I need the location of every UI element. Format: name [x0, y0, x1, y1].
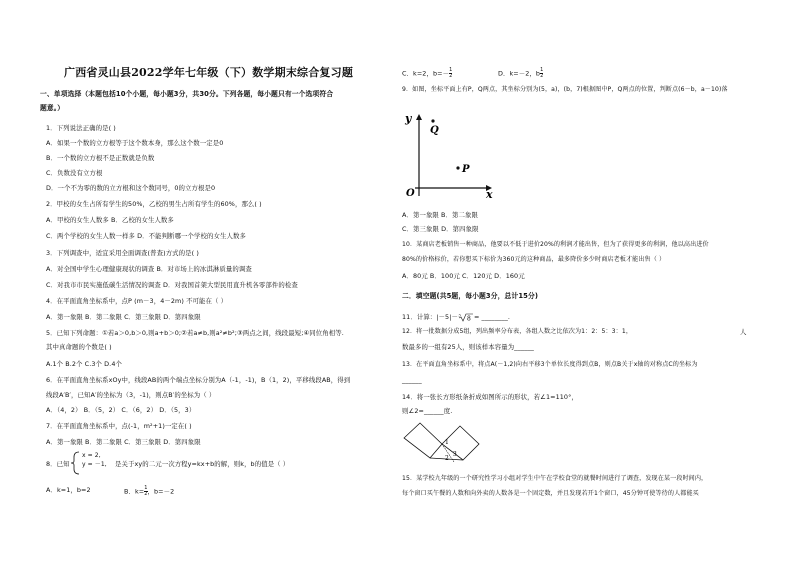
point-p-label: P — [462, 164, 470, 175]
q12-stem-cont: 数最多的一组有25人，则该样本容量为______ — [402, 343, 534, 351]
q11-cube-root — [458, 313, 474, 321]
q8-choice-d-text: D．k=－2，b — [498, 69, 541, 78]
svg-text:8: 8 — [466, 315, 471, 322]
q2-choices-cd: C．两个学校的女生人数一样多 D．不能判断哪一个学校的女生人数多 — [46, 232, 246, 240]
q7-stem: 7．在平面直角坐标系中，点(-1，m²+1)一定在( ) — [46, 422, 192, 430]
section-1-heading: 一、单项选择（本题包括10个小题，每小题3分，共30分。下列各题，每小题只有一个选项符合 — [40, 90, 334, 98]
section-1-heading-cont: 题意。） — [40, 104, 65, 112]
q11-answer-blank: = ________. — [473, 313, 511, 321]
svg-text:3: 3 — [458, 313, 461, 318]
q1-choice-a: A．如果一个数的立方根等于这个数本身，那么这个数一定是0 — [46, 139, 224, 147]
q8-prefix: 8．已知 — [46, 460, 70, 468]
q8-c-fraction — [449, 68, 452, 79]
q9-stem: 9．如图，坐标平面上有P，Q两点，其坐标分别为(5，a)，(b，7)根据图中P，Q两点的位置，判断点(6－b，a－10)落 — [402, 86, 728, 93]
q8-fraction-num: 1 — [144, 485, 148, 491]
q5-stem: 5．已知下列命题：①若a＞0,b＞0,则a+b＞0;②若a≠b,则a²≠b²;③两点之间，线段最短;④同位角相等. — [46, 329, 344, 337]
cube-root-icon — [458, 313, 474, 322]
q4-choices: A．第一象限 B．第二象限 C．第三象限 D．第四象限 — [46, 313, 201, 321]
q1-stem: 1．下列说法正确的是( ) — [46, 124, 116, 132]
q8-c-fraction-den: 2 — [449, 73, 453, 79]
q8-d-fraction — [540, 68, 543, 79]
q4-stem: 4．在平面直角坐标系中，点P (m－3，4－2m) 不可能在（ ） — [46, 297, 228, 305]
q6-stem-cont: 线段A′B′，已知A′的坐标为（3，-1)，则点B′的坐标为（ ） — [46, 391, 216, 399]
q8-system-line-1: x = 2, — [82, 452, 101, 459]
q8-c-fraction-num: 1 — [449, 67, 453, 73]
q8-choice-c-text: C．k=2，b=－ — [402, 69, 450, 78]
q15-stem-cont: 每个窗口买午餐的人数和向外卖的人数各是一个固定数，并且发现若开1个窗口，45分钟可使等待的人都能买 — [402, 490, 699, 497]
q3-stem: 3．下列调查中，适宜采用全面调查(普查)方式的是( ) — [46, 249, 199, 257]
q5-choices: A.1个 B.2个 C.3个 D.4个 — [46, 360, 122, 368]
y-axis-arrow-icon — [416, 114, 422, 120]
q8-d-fraction-num: 1 — [540, 67, 544, 73]
q10-stem-cont: 80%的价格标价，若你想买下标价为360元的这种商品，最多降价多少时商店老板才能出售（ ） — [402, 256, 666, 263]
q10-choices: A．80元 B．100元 C．120元 D．160元 — [402, 272, 525, 280]
q9-coordinate-graph — [402, 108, 502, 200]
q3-choices-cd: C．对我市市民实施低碳生活情况的调查 D．对我国首架大型民用直升机各零部件的检查 — [46, 281, 298, 289]
q10-stem: 10．某商店老板销售一种商品，他要以不低于进价20%的利润才能出售，但为了获得更多的利润，他以高出进价 — [402, 241, 709, 248]
x-axis-label: x — [486, 188, 493, 200]
q14-stem-cont: 则∠2=______度. — [402, 407, 453, 415]
q8-choice-d — [498, 68, 543, 79]
strip-left-section — [404, 423, 442, 458]
origin-label: O — [406, 188, 415, 199]
q8-stem: 是关于xy的二元一次方程y=kx+b的解，则k，b的值是（ ） — [115, 460, 290, 468]
q9-choices-cd: C．第三象限 D．第四象限 — [402, 225, 479, 233]
right-column — [402, 0, 757, 562]
q12-trailing: 人 — [740, 328, 747, 336]
q8-choice-b — [124, 486, 174, 497]
q2-stem: 2．甲校的女生占所有学生的50%，乙校的男生占所有学生的60%，那么( ) — [46, 200, 262, 208]
q14-folded-strip-figure — [402, 418, 502, 470]
q8-fraction-den: 2 — [144, 491, 148, 497]
q8-choice-a: A．k=1，b=2 — [46, 486, 91, 494]
angle-3-label: 3 — [453, 451, 457, 458]
q3-choices-ab: A．对全国中学生心理健康现状的调查 B．对市场上的冰淇淋质量的调查 — [46, 265, 252, 273]
q5-stem-cont: 其中真命题的个数是( ) — [46, 343, 112, 351]
q15-stem: 15．某学校九年级的一个研究性学习小组对学生中午在学校食堂的就餐时间进行了调查，发现在某一段时间内， — [402, 475, 708, 482]
exam-title: 广西省灵山县2022学年七年级（下）数学期末综合复习题 — [64, 66, 354, 79]
section-2-heading: 二．填空题(共5题，每小题3分，总计15分) — [402, 292, 539, 300]
left-column — [40, 0, 390, 562]
q9-choices-ab: A．第一象限 B．第二象限 — [402, 211, 478, 219]
q7-choices: A．第一象限 B．第二象限 C．第三象限 D．第四象限 — [46, 438, 201, 446]
q14-stem: 14．将一张长方形纸条折成如图所示的形状，若∠1=110°， — [402, 393, 578, 401]
point-q-label: Q — [430, 125, 439, 136]
q1-choice-b: B．一个数的立方根不是正数就是负数 — [46, 154, 155, 162]
q6-choices: A．（4，2） B．（5，2） C．（6，2） D．（5，3） — [46, 406, 196, 414]
angle-1-label: 1 — [445, 439, 449, 446]
q8-system-line-2: y = －1, — [82, 461, 107, 468]
q1-choice-c: C．负数没有立方根 — [46, 169, 103, 177]
q12-stem: 12．将一批数据分成5组，列出频率分布表，各组人数之比依次为1：2：5：3：1， — [402, 328, 633, 335]
q2-choices-ab: A．甲校的女生人数多 B．乙校的女生人数多 — [46, 216, 174, 224]
point-p-dot — [456, 166, 459, 169]
q8-d-fraction-den: 2 — [540, 73, 544, 79]
q6-stem: 6．在平面直角坐标系xOy中，线段AB的两个端点坐标分别为A（-1，-1)，B（1，2)，平移线段AB，得到 — [46, 376, 351, 384]
q8-choice-b-suffix: ，b=－2 — [147, 487, 175, 496]
q11-text: 11．计算：|－5|－ — [402, 313, 458, 321]
q13-stem: 13．在平面直角坐标系中，将点A(－1,2)向右平移3个单位长度得到点B，则点B关于x轴的对称点C的坐标为 — [402, 361, 698, 368]
q8-choice-b-prefix: B．k= — [124, 487, 145, 496]
q1-choice-d: D．一个不为零的数的立方根和这个数同号，0的立方根是0 — [46, 184, 216, 192]
q8-choice-c — [402, 68, 452, 79]
angle-2-label: 2 — [445, 455, 449, 462]
q13-blank: ______ — [402, 376, 422, 384]
q11 — [402, 313, 510, 321]
point-q-dot — [431, 119, 434, 122]
q8-brace-icon — [70, 451, 82, 475]
y-axis-label: y — [405, 112, 412, 125]
